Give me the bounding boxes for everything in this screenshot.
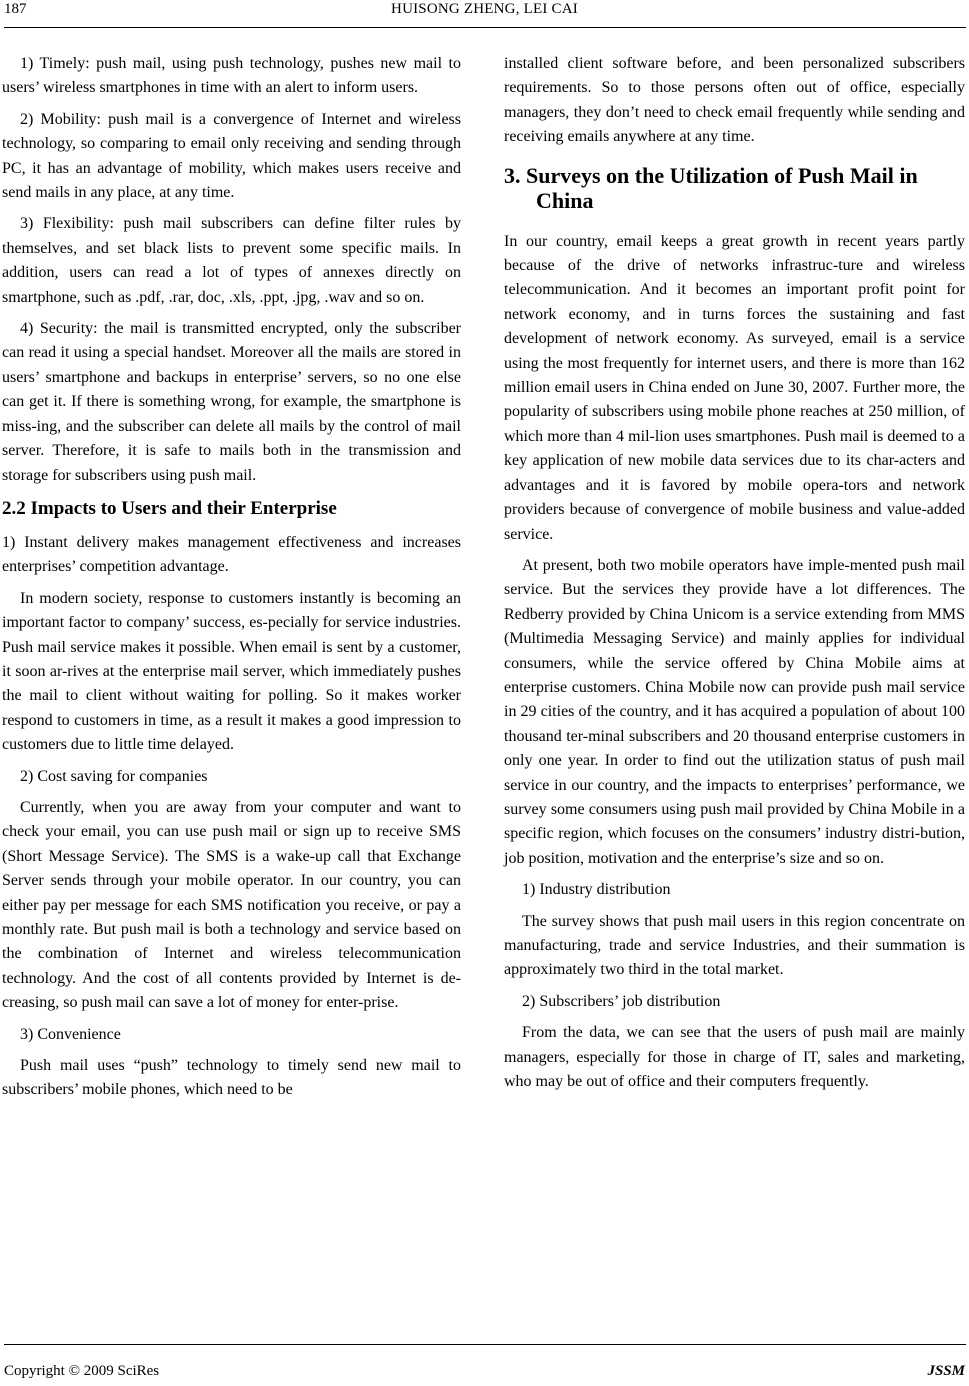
page-header	[0, 1, 969, 21]
page-footer	[0, 1363, 969, 1383]
paragraph-timely: 1) Timely: push mail, using push technology, pushes new mail to users’ wireless smartphones in time with an alert to inform users.	[2, 55, 461, 97]
paragraph-job-title: 2) Subscribers’ job distribution	[522, 992, 721, 1010]
paragraph-convenience-title: 3) Convenience	[20, 1025, 121, 1043]
paragraph-cost-saving: Currently, when you are away from your computer and want to check your email, you can use push mail or sign up to receive SMS (Short Message Service). The SMS is a wake-up call that Exchange Server sends through your mobile operator. In our country, you can either pay per message for each SMS notification you receive, or pay a monthly rate. But push mail is both a technology and service based on the combination of Internet and wireless telecommunication technology. And the cost of all contents provided by Internet is de-creasing, so push mail can save a lot of money for enter-prise.	[2, 798, 461, 1012]
paragraph-industry-title: 1) Industry distribution	[522, 881, 671, 899]
left-column	[2, 52, 461, 1110]
running-head-authors: HUISONG ZHENG, LEI CAI	[391, 1, 578, 17]
paragraph-security: 4) Security: the mail is transmitted encrypted, only the subscriber can read it using a special handset. Moreover all the mails are stored in users’ smartphone and backups in enterprise’ servers, so no one else can get it. If there is something wrong, for example, the smartphone is miss-ing, and the subscriber can delete all mails by the control of mail server. Therefore, it is safe to mails both in the transmission and storage for subscribers using push mail.	[2, 320, 461, 484]
paragraph-flexibility: 3) Flexibility: push mail subscribers can define filter rules by themselves, and set black lists to prevent some specific mails. In addition, users can read a lot of types of annexes directly on smartphone, such as .pdf, .rar, doc, .xls, .ppt, .jpg, .wav and so on.	[2, 215, 461, 306]
paragraph-operators: At present, both two mobile operators have imple-mented push mail service. But the services they provide have a lot differences. The Redberry provided by China Unicom is a service extending from MMS (Multimedia Messaging Service) and mainly applies for individual consumers, while the service offered by China Mobile aims at enterprise customers. China Mobile now can provide push mail service in 29 cities of the country, and it has acquired a population of about 100 thousand ter-minal subscribers and 20 thousand enterprise customers in only one year. In order to find out the utilization status of push mail service in our country, and the impacts to enterprises’ performance, we survey some consumers using push mail provided by China Mobile in a specific region, which focuses on the consumers’ industry distri-bution, job position, motivation and the enterprise’s size and so on.	[504, 556, 965, 867]
section-heading-2-2: 2.2 Impacts to Users and their Enterprise	[2, 497, 337, 519]
paragraph-cost-saving-title: 2) Cost saving for companies	[20, 767, 208, 785]
paragraph-mobility: 2) Mobility: push mail is a convergence of Internet and wireless technology, so comparing to email only receiving and sending through PC, it has an advantage of mobility, which makes users receive and send mails in any place, at any time.	[2, 110, 461, 202]
paragraph-modern-society: In modern society, response to customers instantly is becoming an important factor to company’ success, es-pecially for service industries. Push mail service makes it possible. When email is sent by a customer, it soon ar-rives at the enterprise mail server, which immediately pushes the mail to client without waiting for polling. So it makes worker respond to customers in time, as a result it makes a good impression to customers due to little time delayed.	[2, 589, 461, 754]
paragraph-instant-delivery: 1) Instant delivery makes management effectiveness and increases enterprises’ competition advantage.	[2, 533, 461, 576]
copyright-notice: Copyright © 2009 SciRes	[4, 1363, 160, 1379]
right-column	[504, 52, 965, 1101]
paragraph-job: From the data, we can see that the users of push mail are mainly managers, especially for those in charge of IT, sales and marketing, who may be out of office and their computers frequently.	[504, 1024, 965, 1091]
paragraph-continued: installed client software before, and been personalized subscribers requirements. So to those persons often out of office, especially managers, they don’t need to check email frequently while sending and receiving emails anywhere at any time.	[504, 55, 965, 146]
paragraph-convenience: Push mail uses “push” technology to timely send new mail to subscribers’ mobile phones, which need to be	[2, 1057, 461, 1099]
section-heading-3: 3. Surveys on the Utilization of Push Mail in China	[504, 162, 918, 213]
page-number: 187	[4, 1, 27, 17]
paragraph-email-growth: In our country, email keeps a great growth in recent years partly because of the drive of networks infrastruc-ture and wireless telecommunication. And it becomes an important profit point for network economy, and in turns forces the sustaining and fast development of network economy. As surveyed, email is a service using the most frequently for internet users, and there is more than 162 million email users in China ended on June 30, 2007. Further more, the popularity of subscribers using mobile phone reaches at 250 million, of which more than 4 mil-lion uses smartphones. Push mail is deemed to a key application of new mobile data services due to its char-acters and advantages and it is favored by mobile opera-tors and network providers because of convergence of mobile business and value-added service.	[504, 232, 965, 543]
paragraph-industry: The survey shows that push mail users in this region concentrate on manufacturing, trade and service Industries, and their summation is approximately two third in the total market.	[504, 912, 965, 979]
journal-abbreviation: JSSM	[927, 1363, 965, 1379]
footer-rule	[4, 1344, 966, 1345]
header-rule	[4, 27, 966, 28]
